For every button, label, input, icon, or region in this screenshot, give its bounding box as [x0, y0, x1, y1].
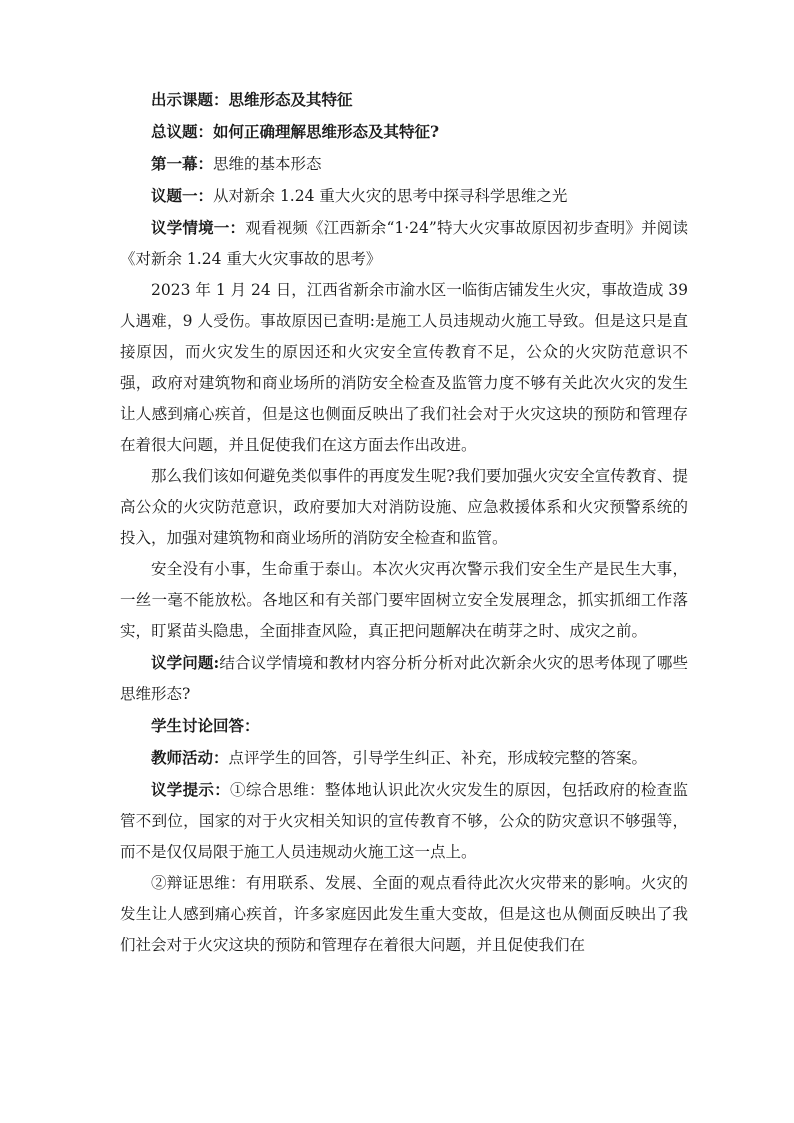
situation-text: 观看视频《江西新余“1·24”特大火灾事故原因初步查明》并阅读《对新余 1.24 重大火灾事故的思考》 — [120, 219, 688, 268]
hint-text: ①综合思维：整体地认识此次火灾发生的原因，包括政府的检查监管不到位，国家的对于火灾相关知识的宣传教育不够，公众的防灾意识不够强等，而不是仅仅局限于施工人员违规动火施工这一点上。 — [120, 781, 688, 861]
act-one-line — [120, 148, 688, 180]
body-paragraph-3: 安全没有小事，生命重于泰山。本次火灾再次警示我们安全生产是民生大事，一丝一毫不能放松。各地区和有关部门要牢固树立安全发展理念，抓实抓细工作落实，盯紧苗头隐患，全面排查风险，真正把问题解决在萌芽之时、成灾之前。 — [120, 560, 688, 640]
act-one-label: 第一幕： — [151, 154, 214, 173]
topic-one-line — [120, 180, 688, 212]
main-topic-label: 总议题： — [151, 122, 214, 141]
hint-label: 议学提示： — [151, 780, 231, 799]
situation-label: 议学情境一： — [151, 218, 246, 237]
student-answer-line — [120, 710, 688, 742]
main-topic-text: 如何正确理解思维形态及其特征? — [213, 122, 440, 141]
body-paragraph-1: 2023 年 1 月 24 日，江西省新余市渝水区一临街店铺发生火灾，事故造成 39 人遇难，9 人受伤。事故原因已查明:是施工人员违规动火施工导致。但是这只是直接原因，而火灾发生的原因还和火灾安全宣传教育不足，公众的火灾防范意识不强，政府对建筑物和商业场所的消防安全检查及监管力度不够有关此次火灾的发生让人感到痛心疾首，但是这也侧面反映出了我们社会对于火灾这块的预防和管理存在着很大问题，并且促使我们在这方面去作出改进。 — [120, 281, 688, 454]
show-topic-line — [120, 84, 688, 116]
question-label: 议学问题: — [151, 653, 220, 672]
question-paragraph — [120, 647, 688, 710]
teacher-text: 点评学生的回答，引导学生纠正、补充，形成较完整的答案。 — [228, 749, 648, 767]
show-topic-text: 思维形态及其特征 — [228, 90, 353, 109]
topic-one-text: 从对新余 1.24 重大火灾的思考中探寻科学思维之光 — [213, 187, 568, 205]
act-one-text: 思维的基本形态 — [213, 155, 322, 173]
teacher-label: 教师活动： — [151, 748, 229, 767]
show-topic-label: 出示课题： — [151, 90, 229, 109]
main-topic-line — [120, 116, 688, 148]
question-text: 结合议学情境和教材内容分析分析对此次新余火灾的思考体现了哪些思维形态? — [120, 654, 688, 703]
document-page — [120, 84, 688, 961]
situation-paragraph — [120, 212, 688, 275]
hint-paragraph — [120, 774, 688, 868]
topic-one-label: 议题一： — [151, 186, 214, 205]
teacher-line — [120, 742, 688, 774]
body-paragraph-2: 那么我们该如何避免类似事件的再度发生呢?我们要加强火灾安全宣传教育、提高公众的火灾防范意识，政府要加大对消防设施、应急救援体系和火灾预警系统的投入，加强对建筑物和商业场所的消防安全检查和监管。 — [120, 467, 688, 547]
student-answer-label: 学生讨论回答： — [151, 716, 260, 735]
dialectic-paragraph: ②辩证思维：有用联系、发展、全面的观点看待此次火灾带来的影响。火灾的发生让人感到痛心疾首，许多家庭因此发生重大变故，但是这也从侧面反映出了我们社会对于火灾这块的预防和管理存在着很大问题，并且促使我们在 — [120, 874, 688, 954]
